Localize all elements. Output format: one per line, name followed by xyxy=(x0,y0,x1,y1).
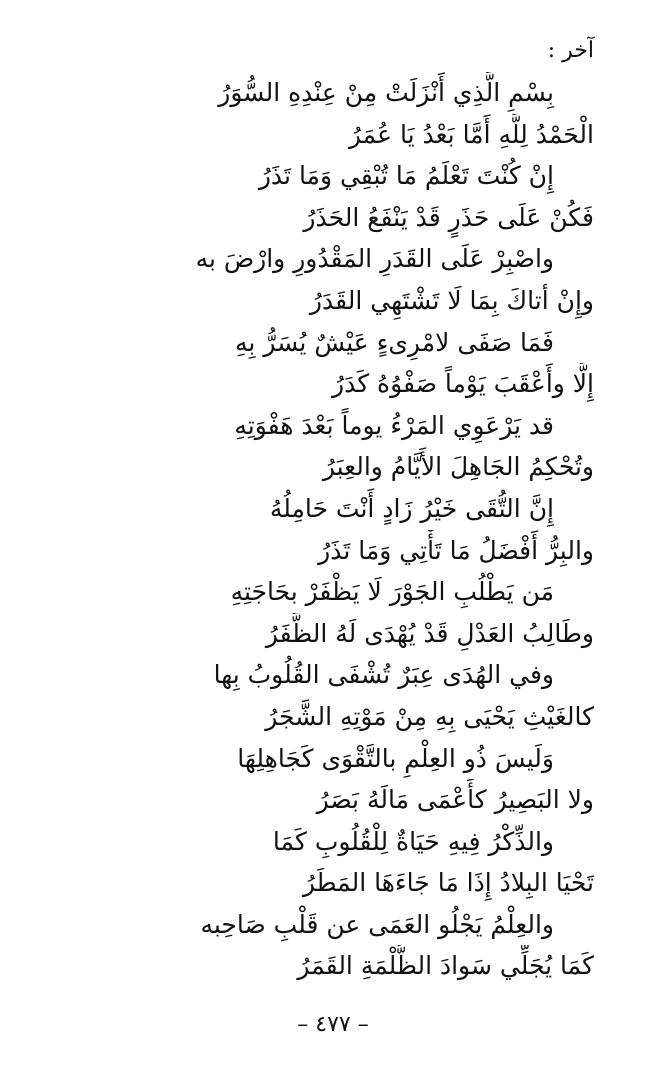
verse-line: الْحَمْدُ لِلَّهِ أَمَّا بَعْدُ يَا عُمَرُ xyxy=(348,119,594,149)
verse-line: مَن يَطْلُبِ الجَوْرَ لَا يَظْفَرْ بحَاجَتِهِ xyxy=(230,577,554,607)
poem-verses xyxy=(60,72,594,987)
verse-line: ولا البَصِيرُ كأَعْمَى مَالَهُ بَصَرُ xyxy=(316,785,594,815)
verse-line: وتُحْكِمُ الجَاهِلَ الأَيَّامُ والعِبَرُ xyxy=(322,452,594,482)
verse-line: كَمَا يُجَلِّي سَوادَ الظُّلْمَةِ القَمَرُ xyxy=(297,951,594,981)
verse-line: وإِنْ أتاكَ بِمَا لَا تَشْتَهِي القَدَرُ xyxy=(309,285,594,315)
verse-line: والبِرُّ أَفْضَلُ مَا تَأْتِي وَمَا تَذَرُ xyxy=(318,535,594,565)
verse-line: إِنَّ التُّقَى خَيْرُ زَادٍ أَنْتَ حَامِلُهُ xyxy=(269,493,554,523)
verse-line: كالغَيْثِ يَحْيَى بِهِ مِنْ مَوْتِهِ الشَّجَرُ xyxy=(265,701,594,731)
verse-line: وَلَيسَ ذُو العِلْمِ بالتَّقْوَى كَجَاهِلِهَا xyxy=(237,743,554,773)
page-number: – ٤٧٧ – xyxy=(297,1012,369,1037)
verse-line: وفي الهُدَى عِبَرٌ تُشْفَى القُلُوبُ بِها xyxy=(213,660,554,690)
verse-line: والذِّكْرُ فِيهِ حَيَاةٌ لِلْقُلُوبِ كَمَا xyxy=(272,826,554,856)
verse-line: واصْبِرْ عَلَى القَدَرِ المَقْدُورِ وارْضَ به xyxy=(195,244,554,274)
verse-line: إِنْ كُنْتَ تَعْلَمُ مَا تُبْقِي وَمَا تَذَرُ xyxy=(258,161,554,191)
verse-line: فَكُنْ عَلَى حَذَرٍ قَدْ يَنْفَعُ الحَذَرُ xyxy=(303,202,594,232)
verse-line: وطَالِبُ العَدْلِ قَدْ يُهْدَى لَهُ الظَّفَرُ xyxy=(265,618,594,648)
verse-line: بِسْمِ الَّذِي أَنْزَلَتْ مِنْ عِنْدِهِ السُّوَرُ xyxy=(218,78,554,107)
section-heading: آخر : xyxy=(547,38,594,63)
verse-line: إِلَّا وأَعْقَبَ يَوْماً صَفْوُهُ كَدَرُ xyxy=(332,369,594,399)
verse-line: تَحْيَا البِلادُ إِذَا مَا جَاءَهَا المَطَرُ xyxy=(302,868,594,898)
verse-line: قد يَرْعَوِي المَرْءُ يوماً بَعْدَ هَفْوَتِهِ xyxy=(234,410,554,440)
verse-line: فَمَا صَفَى لامْرِىءٍ عَيْشٌ يُسَرُّ بِهِ xyxy=(235,327,554,357)
verse-line: والعِلْمُ يَجْلُو العَمَى عن قَلْبِ صَاحِبه xyxy=(200,909,554,939)
